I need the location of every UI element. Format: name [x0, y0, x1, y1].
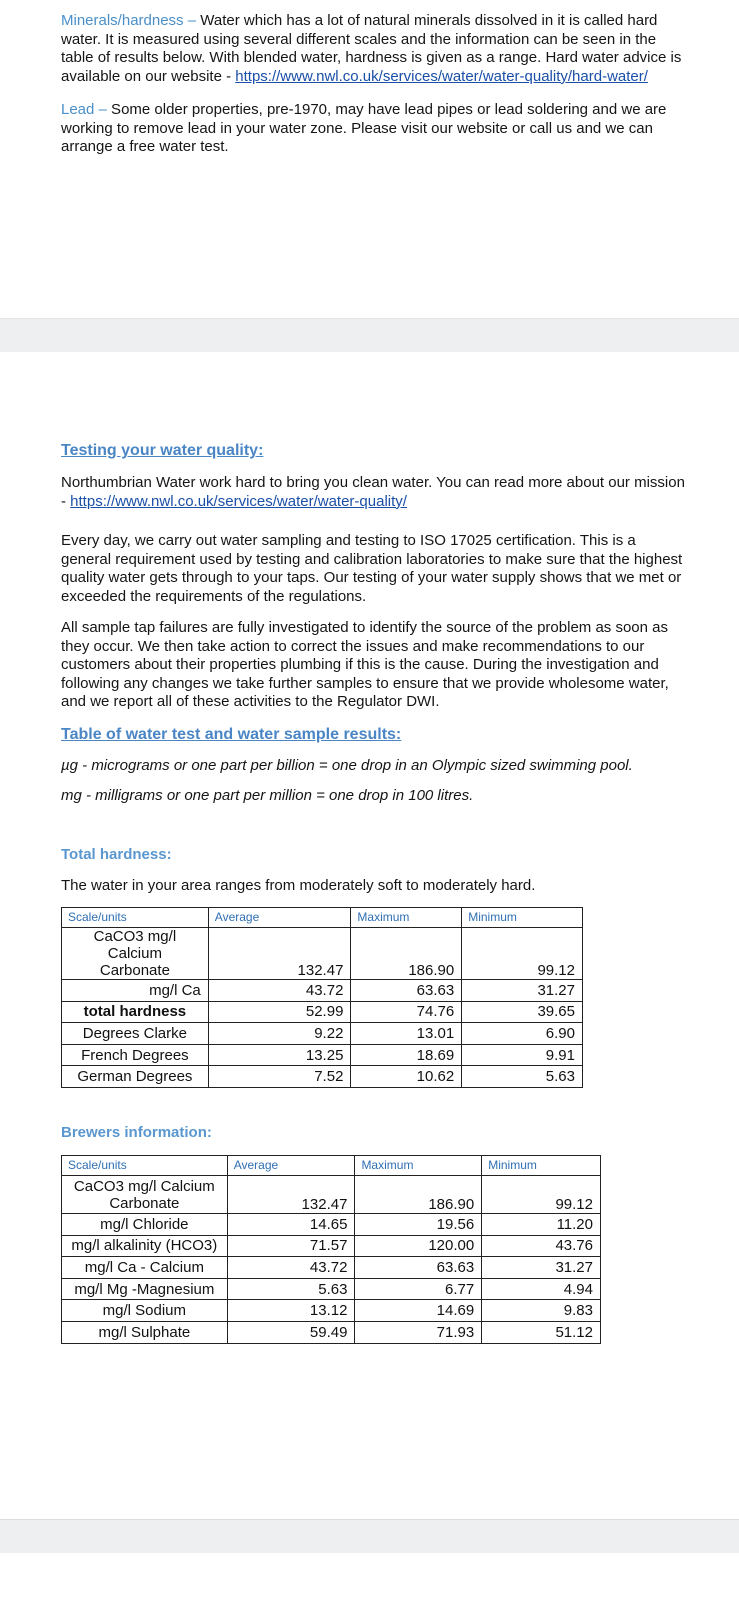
testing-heading: Testing your water quality: — [61, 442, 264, 459]
average-cell: 9.22 — [208, 1023, 351, 1045]
average-cell: 52.99 — [208, 1001, 351, 1023]
maximum-cell: 71.93 — [355, 1321, 482, 1343]
table-row — [62, 1214, 601, 1236]
table-row — [62, 1001, 583, 1023]
brewers-information-table — [61, 1155, 601, 1344]
maximum-cell: 63.63 — [355, 1257, 482, 1279]
minimum-cell: 99.12 — [462, 928, 583, 980]
lead-paragraph — [61, 101, 686, 157]
row-label: total hardness — [62, 1001, 209, 1023]
average-cell: 71.57 — [227, 1235, 355, 1257]
maximum-cell: 120.00 — [355, 1235, 482, 1257]
row-label: mg/l Sulphate — [62, 1321, 228, 1343]
column-header: Maximum — [355, 1156, 482, 1176]
minimum-cell: 11.20 — [482, 1214, 601, 1236]
mission-paragraph — [61, 474, 686, 511]
table-header-row — [62, 1156, 601, 1176]
table-row — [62, 980, 583, 1002]
maximum-cell: 74.76 — [351, 1001, 462, 1023]
average-cell: 7.52 — [208, 1066, 351, 1088]
table-row — [62, 1176, 601, 1214]
page-separator — [0, 1519, 739, 1553]
lead-text: Some older properties, pre-1970, may have lead pipes or lead soldering and we are working to remove lead in your water zone. Please visit our website or call us and we can arrange a free water test. — [61, 101, 667, 156]
column-header: Maximum — [351, 908, 462, 928]
row-label: French Degrees — [62, 1044, 209, 1066]
column-header: Scale/units — [62, 908, 209, 928]
column-header: Minimum — [462, 908, 583, 928]
water-quality-link[interactable]: https://www.nwl.co.uk/services/water/water-quality/ — [70, 492, 407, 510]
minimum-cell: 43.76 — [482, 1235, 601, 1257]
maximum-cell: 10.62 — [351, 1066, 462, 1088]
maximum-cell: 13.01 — [351, 1023, 462, 1045]
average-cell: 5.63 — [227, 1278, 355, 1300]
maximum-cell: 14.69 — [355, 1300, 482, 1322]
column-header: Average — [208, 908, 351, 928]
micrograms-note: µg - micrograms or one part per billion = one drop in an Olympic sized swimming pool. — [61, 757, 633, 774]
row-label: mg/l Sodium — [62, 1300, 228, 1322]
minimum-cell: 31.27 — [462, 980, 583, 1002]
table-row — [62, 1066, 583, 1088]
minimum-cell: 5.63 — [462, 1066, 583, 1088]
table-row — [62, 1278, 601, 1300]
page-separator — [0, 318, 739, 352]
table-row — [62, 1321, 601, 1343]
total-hardness-heading: Total hardness: — [61, 846, 172, 863]
hard-water-link[interactable]: https://www.nwl.co.uk/services/water/water-quality/hard-water/ — [235, 67, 648, 85]
column-header: Minimum — [482, 1156, 601, 1176]
minimum-cell: 4.94 — [482, 1278, 601, 1300]
average-cell: 43.72 — [227, 1257, 355, 1279]
table-row — [62, 1300, 601, 1322]
row-label: German Degrees — [62, 1066, 209, 1088]
maximum-cell: 6.77 — [355, 1278, 482, 1300]
table-row — [62, 1044, 583, 1066]
minerals-hardness-label: Minerals/hardness – — [61, 12, 197, 29]
minimum-cell: 99.12 — [482, 1176, 601, 1214]
maximum-cell: 18.69 — [351, 1044, 462, 1066]
average-cell: 14.65 — [227, 1214, 355, 1236]
brewers-heading: Brewers information: — [61, 1124, 212, 1141]
iso-paragraph: Every day, we carry out water sampling and testing to ISO 17025 certification. This is a general requirement used by testing and calibration laboratories to make sure that the highest quality water gets through to your taps. Our testing of your water supply shows that we met or exceeded the requirements of the regulations. — [61, 532, 683, 605]
minimum-cell: 51.12 — [482, 1321, 601, 1343]
average-cell: 43.72 — [208, 980, 351, 1002]
milligrams-note: mg - milligrams or one part per million = one drop in 100 litres. — [61, 787, 474, 804]
column-header: Scale/units — [62, 1156, 228, 1176]
row-label: mg/l alkalinity (HCO3) — [62, 1235, 228, 1257]
minimum-cell: 39.65 — [462, 1001, 583, 1023]
row-label: mg/l Ca — [62, 980, 209, 1002]
maximum-cell: 186.90 — [355, 1176, 482, 1214]
table-row — [62, 1257, 601, 1279]
maximum-cell: 63.63 — [351, 980, 462, 1002]
minimum-cell: 6.90 — [462, 1023, 583, 1045]
minimum-cell: 31.27 — [482, 1257, 601, 1279]
mission-text: Northumbrian Water work hard to bring you clean water. You can read more about our mission - — [61, 474, 685, 510]
average-cell: 13.12 — [227, 1300, 355, 1322]
maximum-cell: 19.56 — [355, 1214, 482, 1236]
minerals-hardness-text: Water which has a lot of natural minerals dissolved in it is called hard water. It is measured using several different scales and the information can be seen in the table of results below. With blended water, hardness is given as a range. Hard water advice is available on our website - — [61, 12, 682, 85]
row-label: mg/l Mg -Magnesium — [62, 1278, 228, 1300]
table-row — [62, 1023, 583, 1045]
row-label: CaCO3 mg/l Calcium Carbonate — [62, 928, 209, 980]
total-hardness-intro: The water in your area ranges from moderately soft to moderately hard. — [61, 877, 536, 894]
row-label: mg/l Ca - Calcium — [62, 1257, 228, 1279]
average-cell: 132.47 — [227, 1176, 355, 1214]
minerals-hardness-paragraph — [61, 12, 686, 86]
row-label: CaCO3 mg/l Calcium Carbonate — [62, 1176, 228, 1214]
table-header-row — [62, 908, 583, 928]
minimum-cell: 9.91 — [462, 1044, 583, 1066]
table-row — [62, 1235, 601, 1257]
row-label: Degrees Clarke — [62, 1023, 209, 1045]
maximum-cell: 186.90 — [351, 928, 462, 980]
average-cell: 59.49 — [227, 1321, 355, 1343]
average-cell: 13.25 — [208, 1044, 351, 1066]
row-label: mg/l Chloride — [62, 1214, 228, 1236]
minimum-cell: 9.83 — [482, 1300, 601, 1322]
document-page-1 — [0, 0, 739, 318]
results-heading: Table of water test and water sample results: — [61, 726, 402, 743]
column-header: Average — [227, 1156, 355, 1176]
total-hardness-table — [61, 907, 583, 1088]
average-cell: 132.47 — [208, 928, 351, 980]
document-page-3-top — [0, 1553, 739, 1600]
table-row — [62, 928, 583, 980]
failures-paragraph: All sample tap failures are fully investigated to identify the source of the problem as soon as they occur. We then take action to correct the issues and make recommendations to our customers about their properties plumbing if this is the cause. During the investigation and following any changes we take further samples to ensure that we provide wholesome water, and we report all of these activities to the Regulator DWI. — [61, 619, 669, 711]
lead-label: Lead – — [61, 101, 107, 118]
